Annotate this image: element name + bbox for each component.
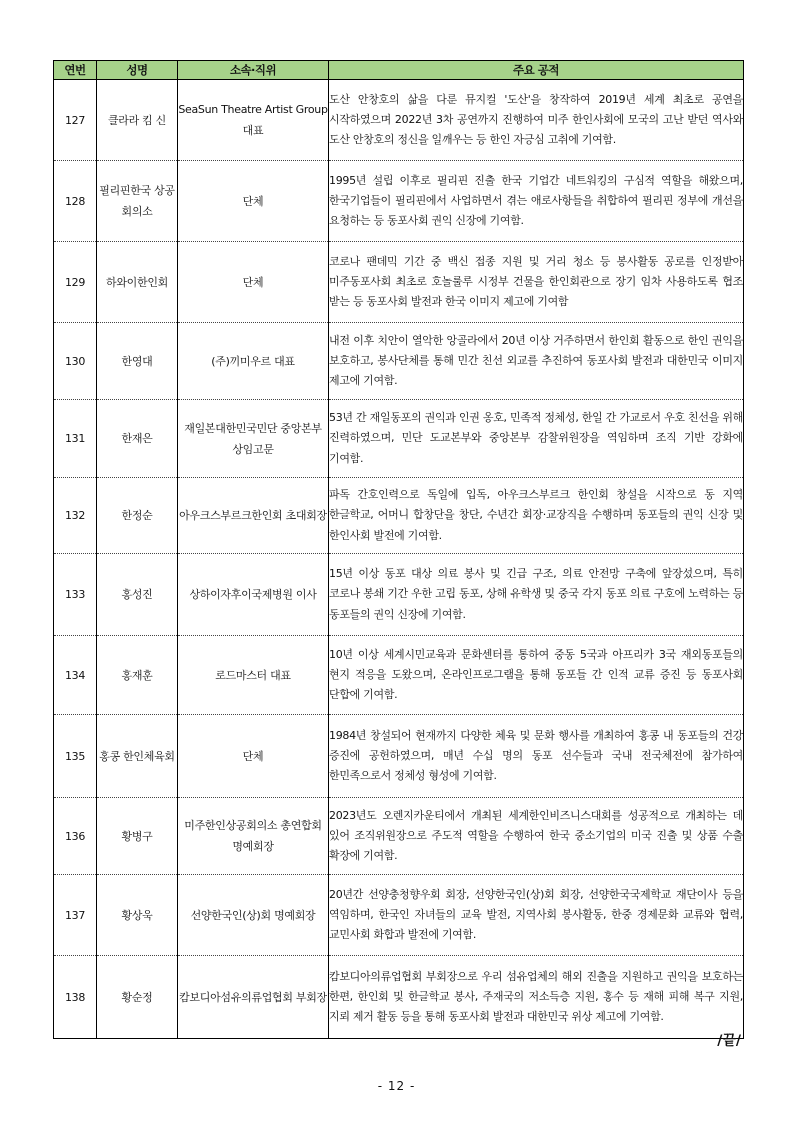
- table-row: [54, 715, 744, 798]
- row-number: 133: [54, 554, 97, 636]
- row-number: 130: [54, 323, 97, 400]
- header-no: 연번: [54, 61, 97, 80]
- table-row: [54, 636, 744, 715]
- row-affiliation: 상하이자후이국제병원 이사: [178, 554, 329, 636]
- row-achievement: [329, 875, 744, 956]
- header-achievement: 주요 공적: [329, 61, 744, 80]
- row-achievement: [329, 554, 744, 636]
- honoree-table: [53, 60, 744, 1039]
- row-achievement: [329, 798, 744, 875]
- end-mark: /끝/: [717, 1033, 741, 1049]
- row-affiliation: 캄보디아섬유의류업협회 부회장: [178, 956, 329, 1039]
- row-affiliation: 미주한인상공회의소 총연합회 명예회장: [178, 798, 329, 875]
- row-achievement: [329, 636, 744, 715]
- table-row: [54, 80, 744, 161]
- table-row: [54, 242, 744, 323]
- row-affiliation: 단체: [178, 161, 329, 242]
- row-name: 황병구: [97, 798, 178, 875]
- row-name: 하와이한인회: [97, 242, 178, 323]
- row-affiliation: (주)끼미우르 대표: [178, 323, 329, 400]
- row-number: 131: [54, 400, 97, 478]
- achievement-text: 1984년 창설되어 현재까지 다양한 체육 및 문화 행사를 개최하여 홍콩 내 동포들의 건강 증진에 공헌하였으며, 매년 수십 명의 동포 선수들과 국내 전국체전에 참가하여 한민족으로서 정체성 형성에 기여함.: [329, 728, 743, 783]
- row-affiliation: SeaSun Theatre Artist Group 대표: [178, 80, 329, 161]
- table-row: [54, 956, 744, 1039]
- row-name: 황순정: [97, 956, 178, 1039]
- header-affiliation: 소속·직위: [178, 61, 329, 80]
- table-row: [54, 323, 744, 400]
- page-number: - 12 -: [377, 1079, 416, 1093]
- row-name: 홍성진: [97, 554, 178, 636]
- row-affiliation: 단체: [178, 715, 329, 798]
- row-achievement: [329, 80, 744, 161]
- row-achievement: [329, 400, 744, 478]
- row-achievement: [329, 323, 744, 400]
- row-name: 한재은: [97, 400, 178, 478]
- achievement-text: 10년 이상 세계시민교육과 문화센터를 통하여 중동 5국과 아프리카 3국 재외동포들의 현지 적응을 도왔으며, 온라인프로그램을 통해 동포들 간 인적 교류 증진 등 동포사회 단합에 기여함.: [329, 647, 743, 702]
- achievement-text: 캄보디아의류업협회 부회장으로 우리 섬유업체의 해외 진출을 지원하고 권익을 보호하는 한편, 한인회 및 한글학교 봉사, 주재국의 저소득층 지원, 홍수 등 재해 피해 복구 지원, 지뢰 제거 활동 등을 통해 동포사회 발전과 대한민국 위상 제고에 기여함.: [329, 969, 743, 1024]
- row-number: 135: [54, 715, 97, 798]
- header-name: 성명: [97, 61, 178, 80]
- row-affiliation: 선양한국인(상)회 명예회장: [178, 875, 329, 956]
- row-name: 홍콩 한인체육회: [97, 715, 178, 798]
- row-number: 132: [54, 478, 97, 554]
- row-number: 137: [54, 875, 97, 956]
- row-achievement: [329, 161, 744, 242]
- row-name: 필리핀한국 상공회의소: [97, 161, 178, 242]
- row-number: 138: [54, 956, 97, 1039]
- row-name: 홍재훈: [97, 636, 178, 715]
- achievement-text: 20년간 선양충청향우회 회장, 선양한국인(상)회 회장, 선양한국국제학교 재단이사 등을 역임하며, 한국인 자녀들의 교육 발전, 지역사회 봉사활동, 한중 경제문화 교류와 협력, 교민사회 화합과 발전에 기여함.: [329, 887, 743, 942]
- row-affiliation: 로드마스터 대표: [178, 636, 329, 715]
- table-header-row: [54, 61, 744, 80]
- row-name: 한정순: [97, 478, 178, 554]
- table-row: [54, 161, 744, 242]
- row-number: 128: [54, 161, 97, 242]
- row-number: 127: [54, 80, 97, 161]
- achievement-text: 파독 간호인력으로 독일에 입독, 아우크스부르크 한인회 창설을 시작으로 동 지역 한글학교, 어머니 합창단을 창단, 수년간 회장·교장직을 수행하며 동포들의 권익 신장 및 한인사회 발전에 기여함.: [329, 488, 743, 542]
- table-row: [54, 400, 744, 478]
- row-achievement: [329, 478, 744, 554]
- achievement-text: 코로나 팬데믹 기간 중 백신 접종 지원 및 거리 청소 등 봉사활동 공로를 인정받아 미주동포사회 최초로 호놀룰루 시정부 건물을 한인회관으로 장기 임차 사용하도록 협조 받는 등 동포사회 발전과 한국 이미지 제고에 기여함: [329, 254, 743, 309]
- honoree-table-wrapper: [53, 60, 743, 1039]
- row-name: 황상욱: [97, 875, 178, 956]
- achievement-text: 2023년도 오렌지카운티에서 개최된 세계한인비즈니스대회를 성공적으로 개최하는 데 있어 조직위원장으로 주도적 역할을 수행하여 한국 중소기업의 미국 진출 및 상품 수출 확장에 기여함.: [329, 808, 743, 863]
- row-affiliation: 단체: [178, 242, 329, 323]
- table-row: [54, 478, 744, 554]
- row-achievement: [329, 956, 744, 1039]
- row-number: 129: [54, 242, 97, 323]
- row-number: 136: [54, 798, 97, 875]
- row-achievement: [329, 715, 744, 798]
- row-name: 한영대: [97, 323, 178, 400]
- row-affiliation: 재일본대한민국민단 중앙본부 상임고문: [178, 400, 329, 478]
- achievement-text: 15년 이상 동포 대상 의료 봉사 및 긴급 구조, 의료 안전망 구축에 앞장섰으며, 특히 코로나 봉쇄 기간 우한 고립 동포, 상해 유학생 및 중국 각지 동포 의료 구호에 노력하는 등 동포들의 권익 신장에 기여함.: [329, 567, 743, 621]
- row-name: 클라라 킴 신: [97, 80, 178, 161]
- achievement-text: 내전 이후 치안이 열악한 앙골라에서 20년 이상 거주하면서 한인회 활동으로 한인 권익을 보호하고, 봉사단체를 통해 민간 친선 외교를 추진하여 동포사회 발전과 대한민국 이미지 제고에 기여함.: [329, 333, 743, 388]
- table-row: [54, 798, 744, 875]
- achievement-text: 53년 간 재일동포의 권익과 인권 옹호, 민족적 정체성, 한일 간 가교로서 우호 친선을 위해 진력하였으며, 민단 도교본부와 중앙본부 감찰위원장을 역임하며 조직 기반 강화에 기여함.: [329, 411, 743, 465]
- row-affiliation: 아우크스부르크한인회 초대회장: [178, 478, 329, 554]
- achievement-text: 도산 안창호의 삶을 다룬 뮤지컬 '도산'을 창작하여 2019년 세계 최초로 공연을 시작하였으며 2022년 3차 공연까지 진행하여 미주 한인사회에 모국의 고난 받던 역사와 도산 안창호의 정신을 일깨우는 등 한인 자긍심 고취에 기여함.: [329, 92, 743, 147]
- table-row: [54, 554, 744, 636]
- achievement-text: 1995년 설립 이후로 필리핀 진출 한국 기업간 네트워킹의 구심적 역할을 해왔으며, 한국기업들이 필리핀에서 사업하면서 겪는 애로사항들을 취합하여 필리핀 정부에 개선을 요청하는 등 동포사회 권익 신장에 기여함.: [329, 173, 743, 228]
- table-row: [54, 875, 744, 956]
- row-number: 134: [54, 636, 97, 715]
- row-achievement: [329, 242, 744, 323]
